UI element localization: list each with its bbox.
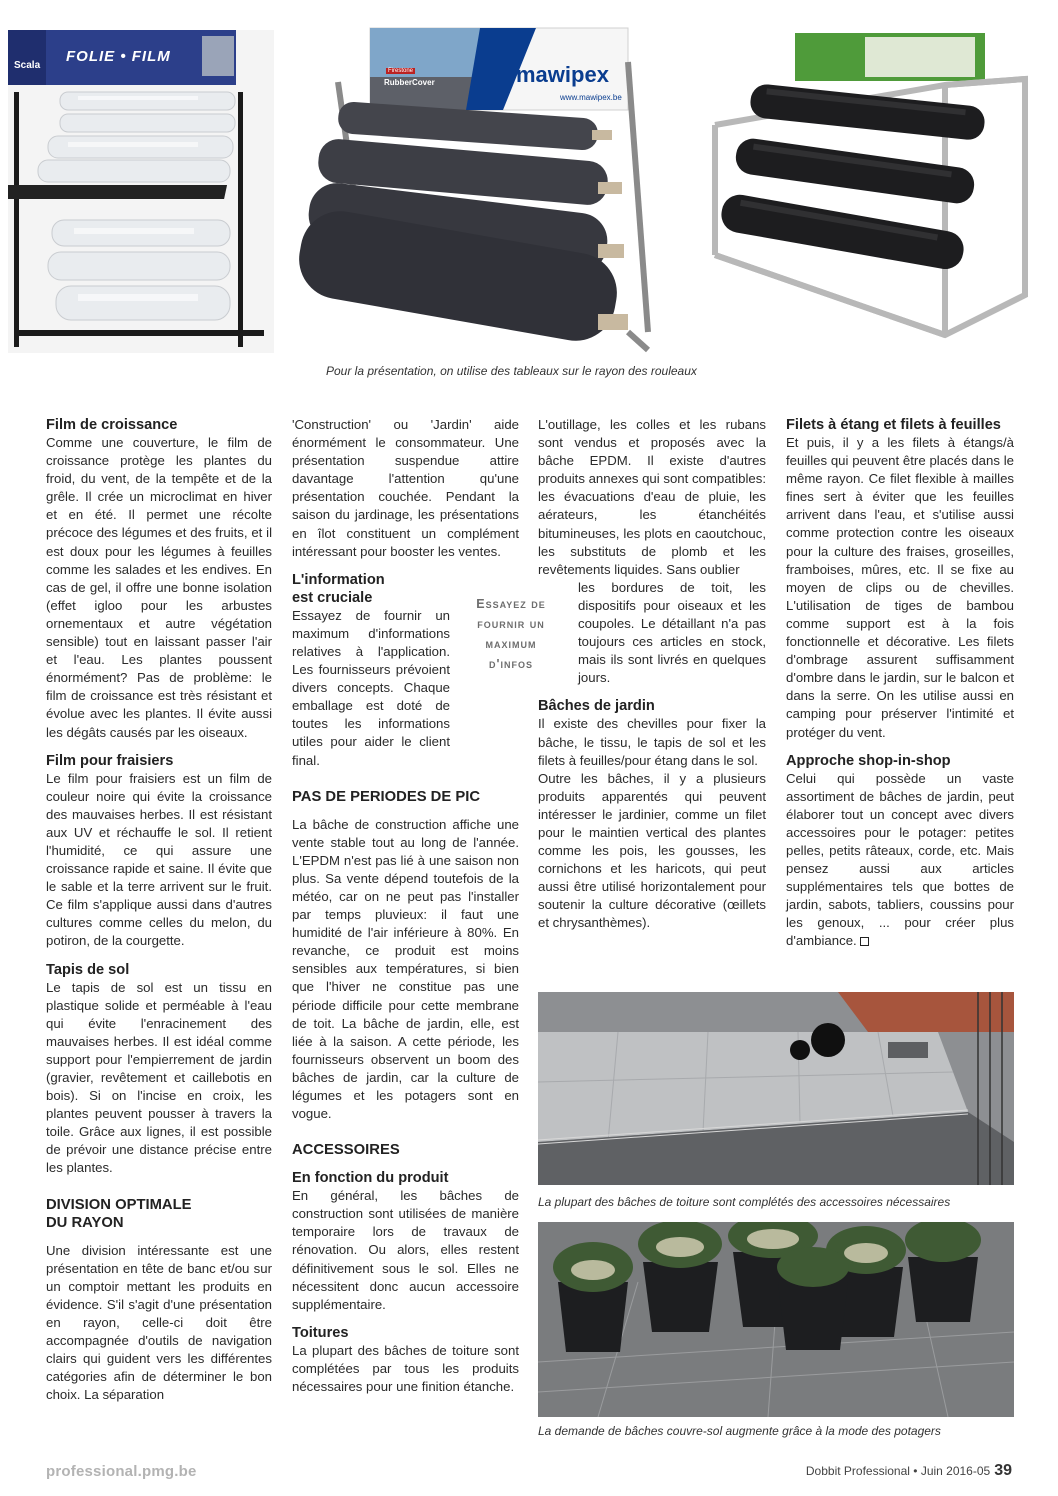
caption-pots-photo: La demande de bâches couvre-sol augmente grâce à la mode des potagers [538, 1424, 941, 1438]
paragraph-separation-cont: 'Construction' ou 'Jardin' aide énormément le consommateur. Une présentation suspendue attire davantage l'attention qu'une présentation couchée. Pendant la saison du jardinage, les présentations en îlot constituent un complément intéressant pour booster les ventes. [292, 417, 519, 559]
firestone-badge-line1: Firestone [388, 68, 414, 74]
paragraph-shop-in-shop [786, 770, 1014, 951]
paragraph-division-optimale: Une division intéressante est une présentation en tête de banc et/ou sur un comptoir mettant les produits en évidence. S'il s'agit d'une présentation en rayon, celle-ci doit être accompagnée d'outils de navigation clairs qui guident vers les différentes catégories afin de déterminer le bon choix. La séparation [46, 1242, 272, 1403]
footer-issue: Dobbit Professional • Juin 2016-05 [805, 1464, 991, 1478]
pull-quote: Essayez de fournir un maximum d'infos [476, 597, 546, 671]
heading-toitures: Toitures [292, 1324, 349, 1341]
article-column-1 [46, 416, 272, 1404]
article-column-3 [538, 416, 766, 933]
mawipex-url: www.mawipex.be [560, 93, 622, 102]
caption-roof-photo: La plupart des bâches de toiture sont complétés des accessoires nécessaires [538, 1195, 951, 1209]
heading-shop-in-shop: Approche shop-in-shop [786, 752, 951, 769]
heading-baches-de-jardin: Bâches de jardin [538, 698, 655, 715]
filets-rack-photo [695, 25, 1055, 347]
roof-membrane-photo [538, 992, 1014, 1185]
scala-banner-label: FOLIE • FILM [66, 48, 171, 65]
paragraph-en-fonction-du-produit: En général, les bâches de construction sont utilisées de manière temporaire lors de travaux de rénovation. Ou alors, elles restent définitivement sous le sol. Elles ne nécessitent donc aucun accessoire supplémentaire. [292, 1188, 519, 1312]
paragraph-toitures: La plupart des bâches de toiture sont complétées par tous les produits nécessaires pour une finition étanche. [292, 1342, 519, 1395]
paragraph-baches-de-jardin: Il existe des chevilles pour fixer la bâche, le tissu, le tapis de sol et les filets à feuilles/pour étang dans le sol. [538, 716, 766, 768]
ground-cover-pots-photo [538, 1222, 1014, 1417]
mawipex-logo: mawipex [516, 62, 609, 87]
heading-en-fonction-du-produit: En fonction du produit [292, 1170, 449, 1187]
shop-in-shop-text: Celui qui possède un vaste assortiment de bâches de jardin, peut élaborer tout un concept avec divers accessoires pour le potager: petites pelles, petits râteaux, corde, etc. Mais pensez aussi aux articles supplémentaires tels que bottes de jardin, sabots, tabliers, coussins pour les genoux, ... pour créer plus d'ambiance. [786, 770, 1014, 949]
footer-issue-info [806, 1462, 1012, 1480]
end-of-article-square-icon [860, 937, 869, 946]
paragraph-outillage-indented: les bordures de toit, les dispositifs pour oiseaux et les coupoles. Le détaillant n'a pas toujours ces articles en stock, mais ils sont livrés en quelques jours. [578, 579, 766, 686]
firestone-badge-line2: RubberCover [384, 78, 435, 87]
heading-division-optimale: DIVISION OPTIMALE DU RAYON [46, 1196, 192, 1231]
scala-brand-label: Scala [14, 60, 41, 71]
paragraph-tapis-de-sol: Le tapis de sol est un tissu en plastique solide et perméable à l'eau qui évite l'enracinement des mauvaises herbes. Il est idéal comme support pour l'empierrement de jardin (gravier, revêtement et caillebotis en bois). Si on l'incise en croix, les plantes peuvent pousser à travers la toile. Grâce aux lignes, il est possible de prévoir une distance précise entre les plantes. [46, 979, 272, 1176]
paragraph-pas-de-periodes-de-pic: La bâche de construction affiche une vente stable tout au long de l'année. L'EPDM n'est pas lié à une saison non plus. Sa vente dépend toutefois de la météo, car on ne peut pas l'installer par temps pluvieux: il faut une humidité de l'air inférieure à 80%. En revanche, ce produit est moins sensibles aux températures, si bien que l'hiver ne constitue pas une période difficile pour cette membrane de toit. La bâche de jardin, elle, est liée à la saison. A cette période, les fournisseurs observent un boom des bâches de jardin, car la culture de légumes et les potagers sont en vogue. [292, 816, 519, 1122]
paragraph-produits-apparentes: Outre les bâches, il y a plusieurs produits apparentés qui peuvent intéresser le jardinier, comme un filet pour le maintien vertical des plantes comme les pois, les gousses, les cornichons et les haricots, qui peut aussi être utilisé horizontalement pour soutenir la culture décorative (œillets et chrysanthèmes). [538, 770, 766, 931]
heading-information-cruciale: L'information est cruciale [292, 571, 385, 606]
paragraph-outillage: L'outillage, les colles et les rubans sont vendus et proposés avec la bâche EPDM. Il existe d'autres produits annexes qui sont compatibles: les évacuations d'eau de pluie, les aérateurs, les étanchéités bitumineuses, les plots en caoutchouc, les substituts de plomb et les revêtements liquides. Sans oublier [538, 417, 766, 577]
mawipex-roll-rack-photo [298, 22, 673, 357]
paragraph-film-de-croissance: Comme une couverture, le film de croissance protège les plantes du froid, du vent, de la tempête et de la grêle. Il crée un microclimat en hiver et en été. Il permet une récolte précoce des légumes et des fruits, et il est doux pour les légumes à feuilles comme les salades et les endives. En cas de gel, il offre une bonne isolation (effet igloo pour les arbustes ornementaux et autre végétation sensible) tout en laissant passer l'air et l'eau. Les plantes poussent énormément? Pas de problème: le film de croissance est très résistant et évolue avec les plantes. Il évite aussi les dégâts causés par les oiseaux. [46, 435, 272, 740]
paragraph-information-cruciale: Essayez de fournir un maximum d'informations relatives à l'application. Les fournisseurs prévoient divers concepts. Chaque emballage est doté de toutes les informations utiles pour aider le client final. [292, 607, 450, 768]
heading-film-de-croissance: Film de croissance [46, 417, 178, 433]
page-number: 39 [994, 1462, 1012, 1479]
paragraph-film-pour-fraisiers: Le film pour fraisiers est un film de couleur noire qui évite la croissance des mauvaises herbes. Il est résistant aux UV et réchauffe le sol. Il retient l'humidité, ce qui assure une croissance rapide et saine. Il évite que le sable et la terre arrivent sur le fruit. Ce film s'applique aussi dans d'autres cultures comme celles du melon, du potiron, de la courgette. [46, 770, 272, 949]
scala-film-display-photo [8, 30, 274, 353]
heading-tapis-de-sol: Tapis de sol [46, 961, 130, 978]
heading-pas-de-periodes-de-pic: PAS DE PERIODES DE PIC [292, 788, 481, 805]
article-column-2 [292, 416, 519, 1396]
heading-film-pour-fraisiers: Film pour fraisiers [46, 752, 174, 769]
heading-accessoires: ACCESSOIRES [292, 1142, 400, 1159]
caption-top-photos: Pour la présentation, on utilise des tableaux sur le rayon des rouleaux [326, 364, 697, 378]
footer-site-link[interactable]: professional.pmg.be [46, 1463, 197, 1480]
paragraph-filets-a-etang: Et puis, il y a les filets à étangs/à feuilles qui peuvent être placés dans le même rayon. Ce filet flexible à mailles fines sert à éviter que les feuilles arrivent dans l'eau, et s'utilise aussi comme protection contre les oiseaux pour la culture des fraises, groseilles, framboises, mûres, etc. Il se fixe au moyen de clips ou de chevilles. L'utilisation de tiges de bambou comme support est à la fois fonctionnelle et décorative. Les filets d'ombrage assurent suffisamment d'ombre dans le jardin, sur le balcon et dans la serre. On les utilise aussi en camping pour préserver l'intimité et protéger du vent. [786, 435, 1014, 740]
article-column-4 [786, 416, 1014, 951]
heading-filets-a-etang: Filets à étang et filets à feuilles [786, 417, 1001, 433]
